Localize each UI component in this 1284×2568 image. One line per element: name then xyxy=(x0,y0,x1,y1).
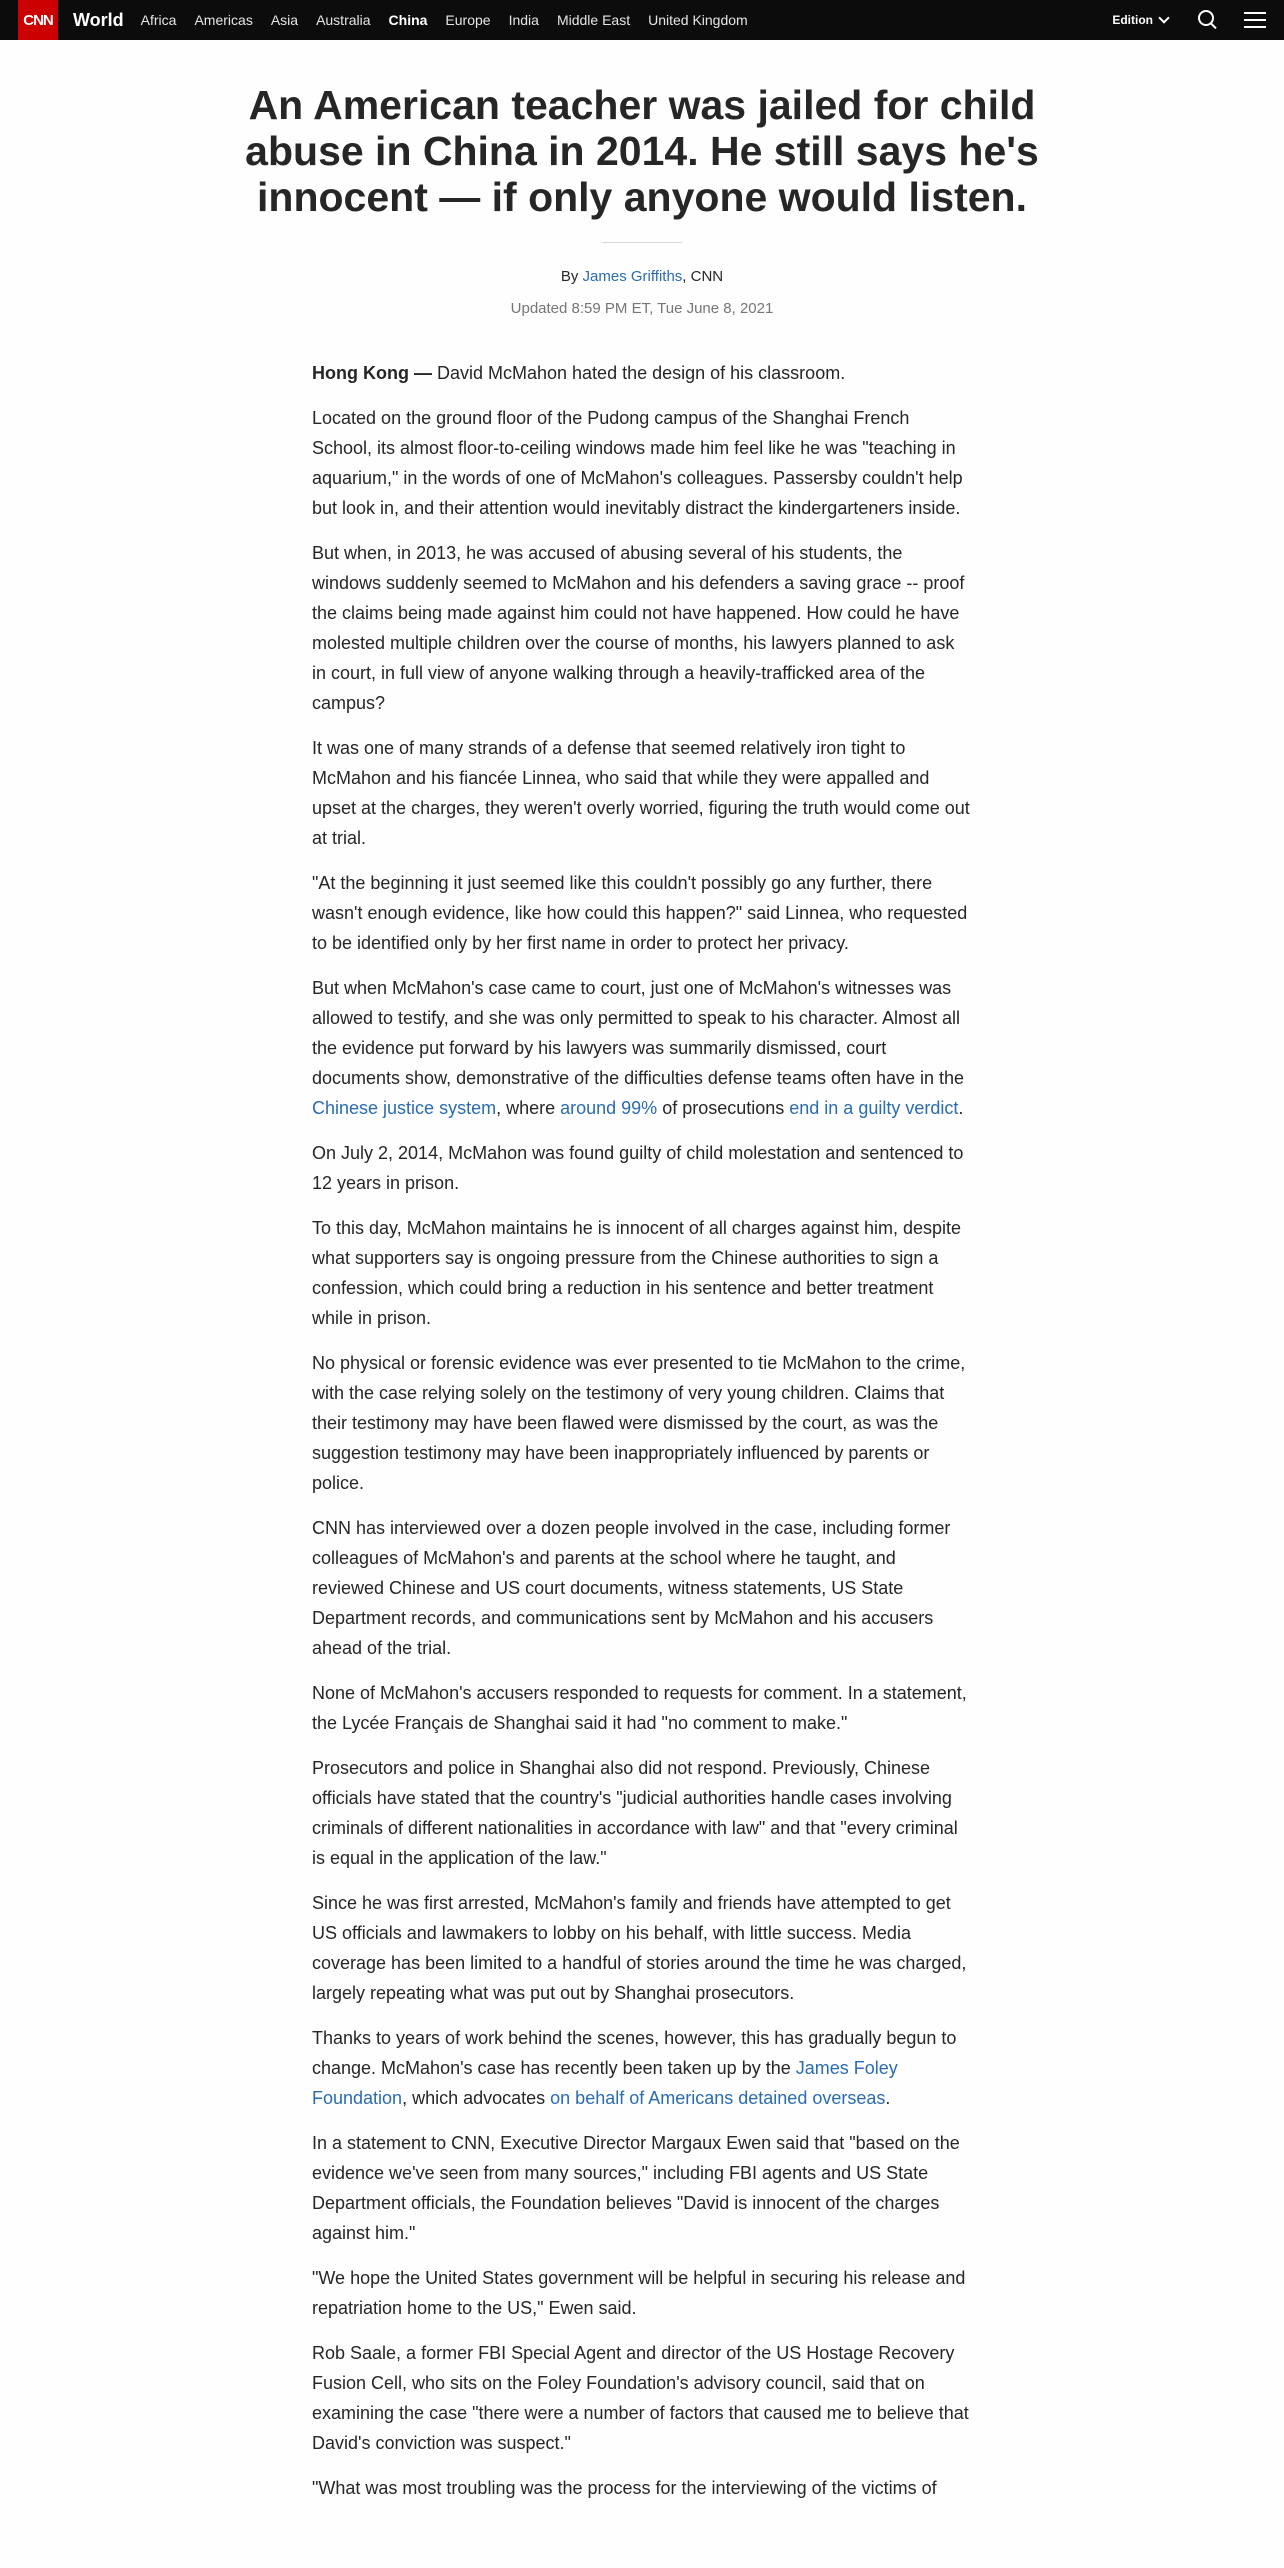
byline-prefix: By xyxy=(560,268,579,285)
around-99-percent-link[interactable]: around 99% xyxy=(560,1098,658,1118)
article-headline: An American teacher was jailed for child abuse in China in 2014. He still says he's innocent — if only anyone would listen. xyxy=(245,82,1039,220)
hamburger-menu-icon[interactable] xyxy=(1244,12,1266,28)
nav-link-middle-east[interactable]: Middle East xyxy=(556,12,631,28)
headline-divider xyxy=(602,242,682,243)
nav-link-united-kingdom[interactable]: United Kingdom xyxy=(648,12,748,28)
nav-link-asia[interactable]: Asia xyxy=(270,12,299,28)
paragraph: Rob Saale, a former FBI Special Agent and director of the US Hostage Recovery Fusion Cell, who sits on the Foley Foundation's advisory council, said that on examining the case "there were a number of factors that caused me to believe that David's conviction was suspect." xyxy=(312,2343,969,2453)
paragraph: CNN has interviewed over a dozen people involved in the case, including former colleagues of McMahon's and parents at the school where he taught, and reviewed Chinese and US court documents, witness statements, US State Department records, and communications sent by McMahon and his accusers ahead of the trial. xyxy=(312,1518,951,1658)
paragraph: No physical or forensic evidence was ever presented to tie McMahon to the crime, with the case relying solely on the testimony of very young children. Claims that their testimony may have been flawed were dismissed by the court, as was the suggestion testimony may have been inappropriately influenced by parents or police. xyxy=(312,1353,966,1493)
paragraph: But when, in 2013, he was accused of abusing several of his students, the windows suddenly seemed to McMahon and his defenders a saving grace -- proof the claims being made against him could not have happened. How could he have molested multiple children over the course of months, his lawyers planned to ask in court, in full view of anyone walking through a heavily-trafficked area of the campus? xyxy=(312,543,965,713)
top-navigation-bar xyxy=(0,0,1284,40)
nav-link-china[interactable]: China xyxy=(388,12,428,28)
paragraph-text: of prosecutions xyxy=(657,1098,790,1118)
chinese-justice-system-link[interactable]: Chinese justice system xyxy=(312,1098,497,1118)
paragraph: In a statement to CNN, Executive Director Margaux Ewen said that "based on the evidence we've seen from many sources," including FBI agents and US State Department officials, the Foundation believes "David is innocent of the charges against him." xyxy=(312,2133,960,2243)
nav-link-europe[interactable]: Europe xyxy=(445,12,491,28)
james-foley-foundation-link[interactable]: James Foley Foundation xyxy=(312,2058,898,2108)
paragraph xyxy=(312,973,972,1123)
nav-link-australia[interactable]: Australia xyxy=(316,12,371,28)
paragraph: Located on the ground floor of the Pudong campus of the Shanghai French School, its almost floor-to-ceiling windows made him feel like he was "teaching in aquarium," in the words of one of McMahon's colleagues. Passersby couldn't help but look in, and their attention would inevitably distract the kindergarteners inside. xyxy=(312,408,963,518)
paragraph-text: Thanks to years of work behind the scenes, however, this has gradually begun to change. McMahon's case has recently been taken up by the xyxy=(312,2028,957,2078)
cnn-logo[interactable]: CNN xyxy=(18,0,58,40)
nav-right-controls xyxy=(1112,5,1284,35)
nav-link-americas[interactable]: Americas xyxy=(194,12,253,28)
search-icon[interactable] xyxy=(1192,5,1222,35)
nav-link-india[interactable]: India xyxy=(508,12,539,28)
author-link[interactable]: James Griffiths xyxy=(582,268,683,285)
paragraph: Since he was first arrested, McMahon's family and friends have attempted to get US officials and lawmakers to lobby on his behalf, with little success. Media coverage has been limited to a handful of stories around the time he was charged, largely repeating what was put out by Shanghai prosecutors. xyxy=(312,1893,967,2003)
chevron-down-icon xyxy=(1158,12,1169,23)
dateline: Hong Kong — xyxy=(312,363,432,383)
paragraph-text: , which advocates xyxy=(402,2088,551,2108)
paragraph: None of McMahon's accusers responded to requests for comment. In a statement, the Lycée Français de Shanghai said it had "no comment to make." xyxy=(312,1683,967,1733)
updated-timestamp: Updated 8:59 PM ET, Tue June 8, 2021 xyxy=(510,300,774,317)
paragraph: "What was most troubling was the process for the interviewing of the victims of xyxy=(312,2478,937,2498)
paragraph: It was one of many strands of a defense that seemed relatively iron tight to McMahon and his fiancée Linnea, who said that while they were appalled and upset at the charges, they weren't overly worried, figuring the truth would come out at trial. xyxy=(312,738,970,848)
edition-selector[interactable] xyxy=(1112,13,1168,27)
nav-link-africa[interactable]: Africa xyxy=(140,12,177,28)
byline xyxy=(0,268,1284,285)
article-body xyxy=(312,358,972,2518)
byline-source: , CNN xyxy=(682,268,724,285)
paragraph xyxy=(312,2023,972,2113)
paragraph-text: . xyxy=(958,1098,964,1118)
paragraph: Prosecutors and police in Shanghai also did not respond. Previously, Chinese officials have stated that the country's "judicial authorities handle cases involving criminals of different nationalities in accordance with law" and that "every criminal is equal in the application of the law." xyxy=(312,1758,958,1868)
guilty-verdict-link[interactable]: end in a guilty verdict xyxy=(789,1098,959,1118)
section-title[interactable]: World xyxy=(73,9,124,30)
paragraph-text: David McMahon hated the design of his classroom. xyxy=(431,363,846,383)
paragraph: To this day, McMahon maintains he is innocent of all charges against him, despite what supporters say is ongoing pressure from the Chinese authorities to sign a confession, which could bring a reduction in his sentence and better treatment while in prison. xyxy=(312,1218,962,1328)
paragraph: "At the beginning it just seemed like this couldn't possibly go any further, there wasn't enough evidence, like how could this happen?" said Linnea, who requested to be identified only by her first name in order to protect her privacy. xyxy=(312,873,968,953)
paragraph: On July 2, 2014, McMahon was found guilty of child molestation and sentenced to 12 years in prison. xyxy=(312,1143,964,1193)
americans-detained-overseas-link[interactable]: on behalf of Americans detained overseas xyxy=(550,2088,886,2108)
paragraph-text: , where xyxy=(496,1098,561,1118)
paragraph: "We hope the United States government will be helpful in securing his release and repatriation home to the US," Ewen said. xyxy=(312,2268,966,2318)
paragraph-text: But when McMahon's case came to court, just one of McMahon's witnesses was allowed to testify, and she was only permitted to speak to his character. Almost all the evidence put forward by his lawyers was summarily dismissed, court documents show, demonstrative of the difficulties defense teams often have in the xyxy=(312,978,965,1088)
paragraph-text: . xyxy=(885,2088,891,2108)
edition-label: Edition xyxy=(1112,13,1153,27)
paragraph xyxy=(312,358,972,388)
